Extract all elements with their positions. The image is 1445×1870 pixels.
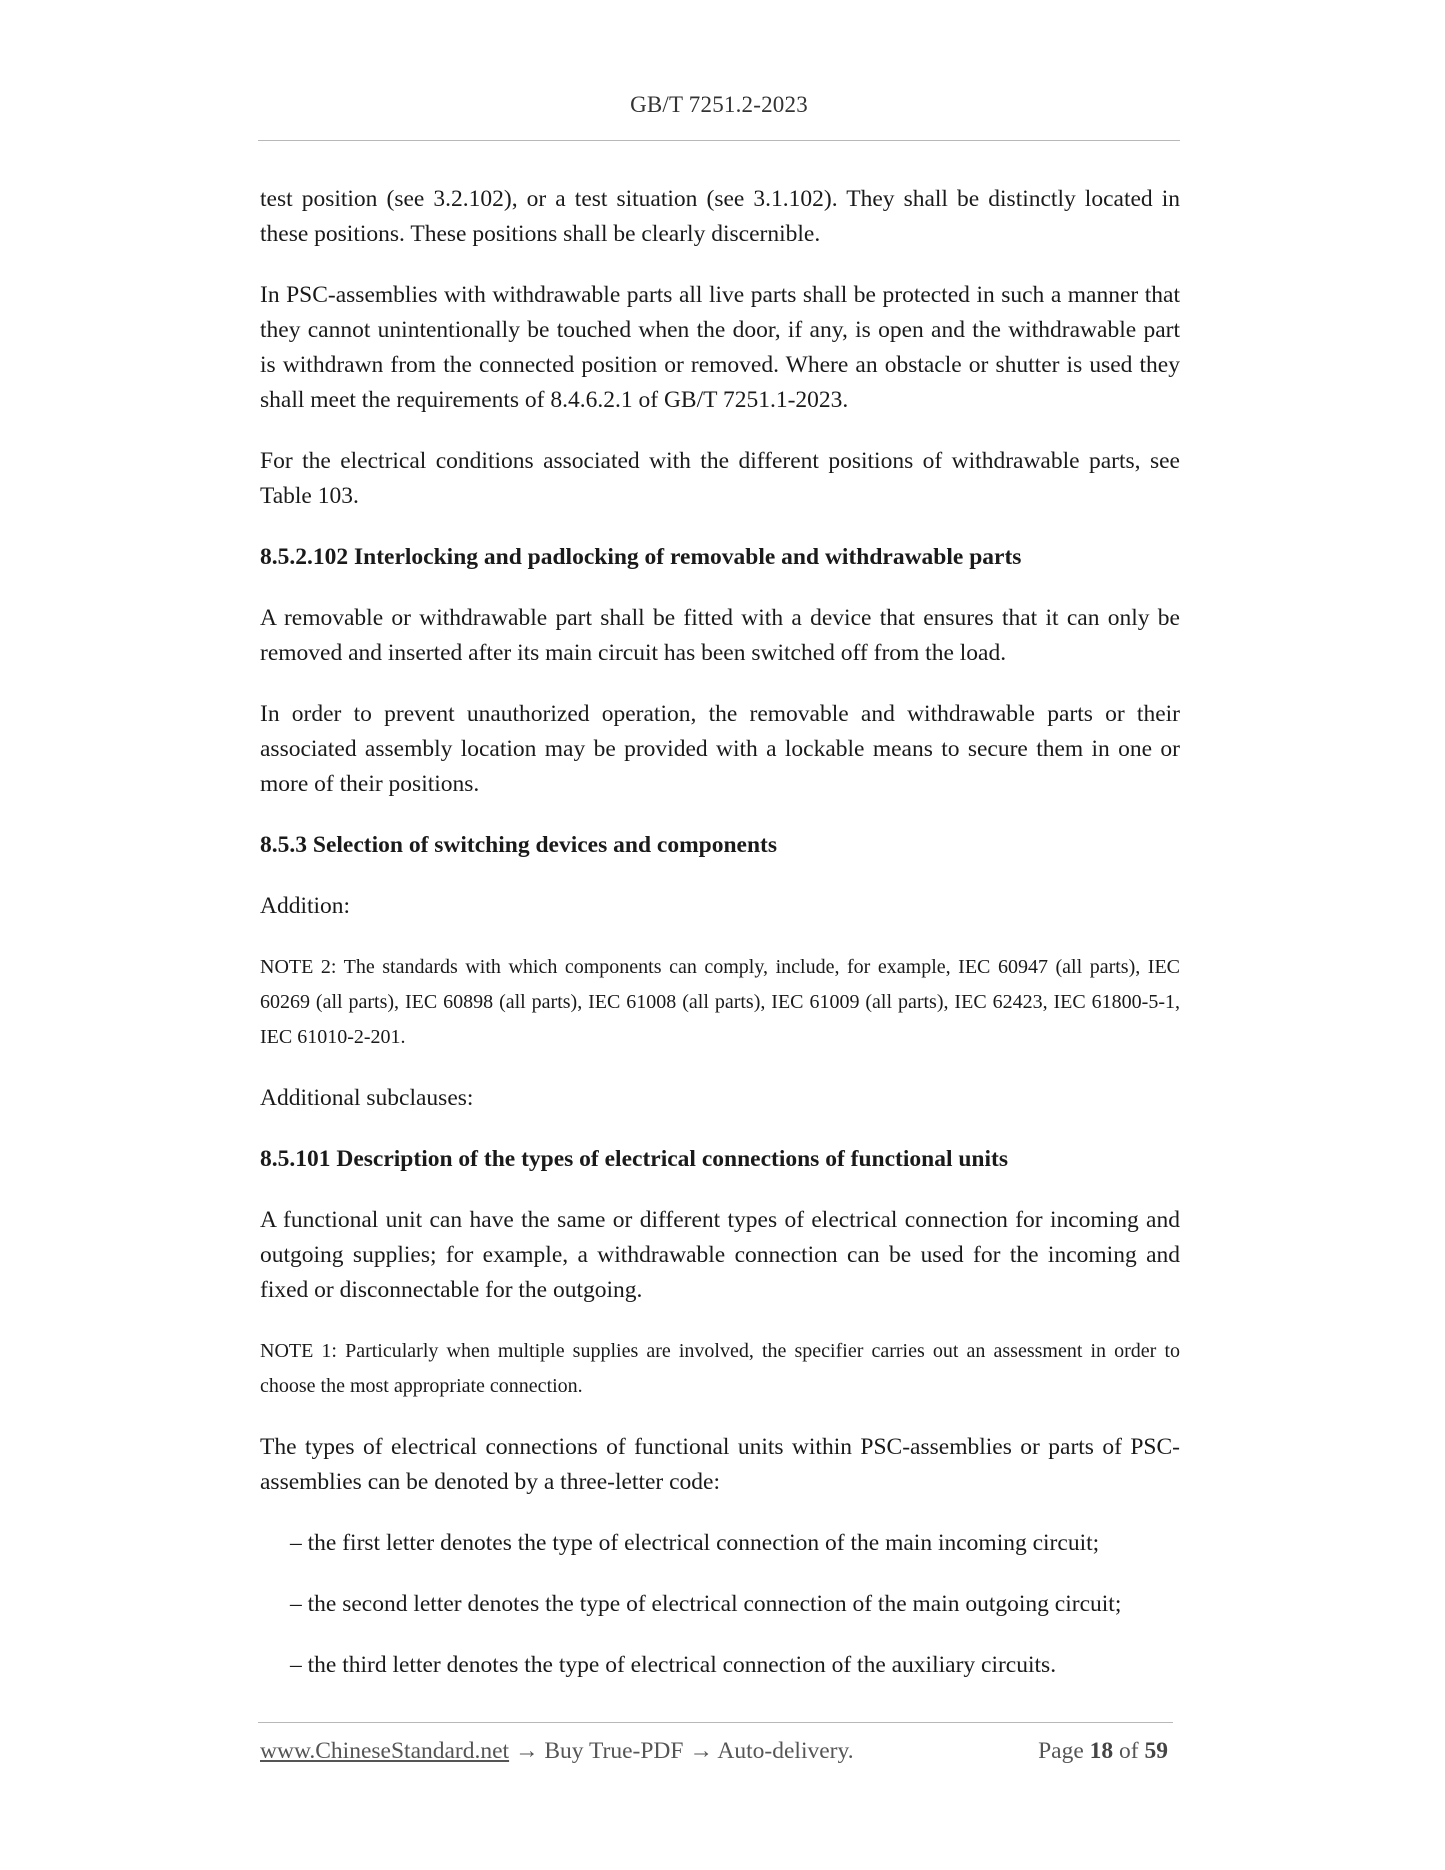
website-link[interactable]: www.ChineseStandard.net <box>260 1738 510 1764</box>
arrow-icon: → <box>689 1738 713 1764</box>
list-item: – the third letter denotes the type of electrical connection of the auxiliary circuits. <box>290 1652 1057 1678</box>
section-heading: 8.5.101 Description of the types of electrical connections of functional units <box>260 1146 1009 1172</box>
total-pages: 59 <box>1144 1738 1168 1764</box>
section-heading: 8.5.3 Selection of switching devices and components <box>260 832 777 858</box>
footer-divider <box>258 1722 1173 1723</box>
list-item: – the second letter denotes the type of electrical connection of the main outgoing circuit; <box>290 1591 1122 1617</box>
footer-left <box>260 1738 854 1765</box>
paragraph: A functional unit can have the same or different types of electrical connection for incoming and outgoing supplies; for example, a withdrawable connection can be used for the incoming and fixed or disconnectable for the outgoing. <box>260 1207 1180 1303</box>
header-divider <box>258 140 1180 141</box>
paragraph: Additional subclauses: <box>260 1085 474 1111</box>
page-number <box>1038 1738 1168 1765</box>
page-label: Page <box>1038 1738 1084 1764</box>
note: NOTE 2: The standards with which components can comply, include, for example, IEC 60947 (all parts), IEC 60269 (all parts), IEC 60898 (all parts), IEC 61008 (all parts), IEC 61009 (all parts), IEC 62423, IEC 61800-5-1, IEC 61010-2-201. <box>260 956 1180 1048</box>
section-heading: 8.5.2.102 Interlocking and padlocking of removable and withdrawable parts <box>260 544 1022 570</box>
paragraph: test position (see 3.2.102), or a test situation (see 3.1.102). They shall be distinctly located in these positions. These positions shall be clearly discernible. <box>260 186 1180 247</box>
current-page: 18 <box>1089 1738 1114 1764</box>
paragraph: In PSC-assemblies with withdrawable parts all live parts shall be protected in such a manner that they cannot unintentionally be touched when the door, if any, is open and the withdrawable part is withdrawn from the connected position or removed. Where an obstacle or shutter is used they shall meet the requirements of 8.4.6.2.1 of GB/T 7251.1-2023. <box>260 282 1180 413</box>
paragraph: For the electrical conditions associated with the different positions of withdrawable parts, see Table 103. <box>260 448 1180 509</box>
of-label: of <box>1119 1738 1139 1764</box>
list-item: – the first letter denotes the type of electrical connection of the main incoming circuit; <box>290 1530 1100 1556</box>
paragraph: The types of electrical connections of functional units within PSC-assemblies or parts of PSC-assemblies can be denoted by a three-letter code: <box>260 1434 1180 1495</box>
paragraph: Addition: <box>260 893 351 919</box>
document-header: GB/T 7251.2-2023 <box>630 92 808 117</box>
note: NOTE 1: Particularly when multiple supplies are involved, the specifier carries out an assessment in order to choose the most appropriate connection. <box>260 1340 1180 1397</box>
paragraph: A removable or withdrawable part shall be fitted with a device that ensures that it can only be removed and inserted after its main circuit has been switched off from the load. <box>260 605 1180 666</box>
arrow-icon: → <box>514 1738 539 1764</box>
document-body <box>260 182 1180 1709</box>
buy-pdf-text: Buy True-PDF <box>544 1738 684 1764</box>
paragraph: In order to prevent unauthorized operation, the removable and withdrawable parts or their associated assembly location may be provided with a lockable means to secure them in one or more of their positions. <box>260 701 1180 797</box>
auto-delivery-text: Auto-delivery. <box>717 1738 854 1764</box>
